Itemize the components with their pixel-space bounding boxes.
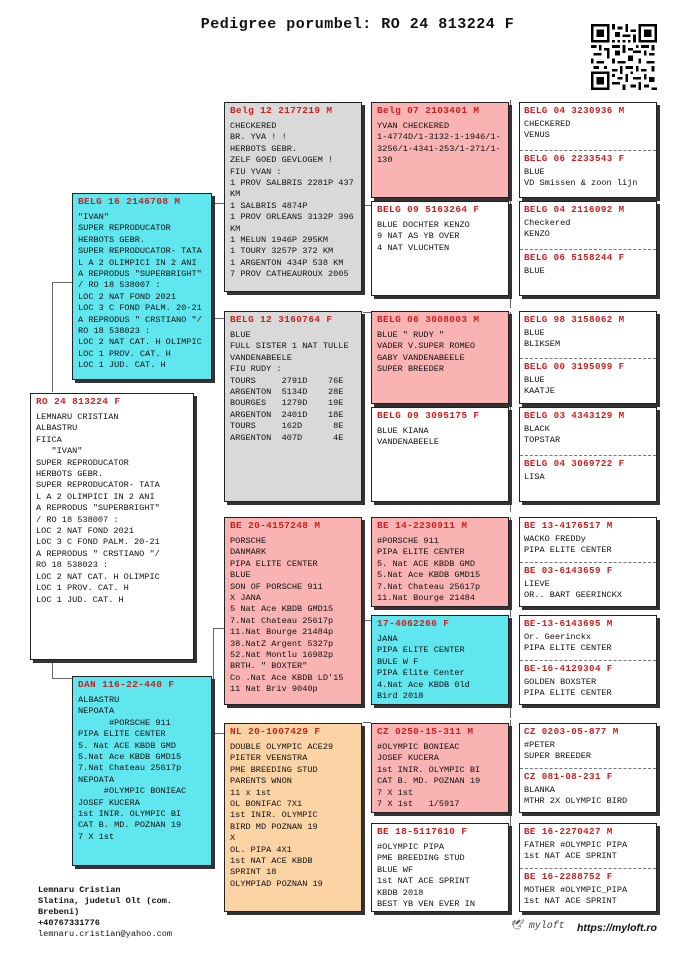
ancestor-pair xyxy=(519,517,657,607)
pigeon-notes: WACKO FREDDy PIPA ELITE CENTER xyxy=(524,534,612,556)
page-title: Pedigree porumbel: RO 24 813224 F xyxy=(200,16,515,33)
pigeon-notes: CHECKERED BR. YVA ! ! HERBOTS GEBR. ZELF GOED GEVLOGEM ! FIU YVAN : 1 PROV SALBRIS 2281P 437 KM 1 SALBRIS 4874P 1 PROV ORLEANS 3132P 396 KM 1 MELUN 1946P 295KM 1 TOURY 3257P 372 KM 1 ARGENTON 434P 538 KM 7 PROV CATHEAUROUX 2005 xyxy=(230,121,354,280)
owner-info: Lemnaru Cristian Slatina, judetul Olt (com. Brebeni) +40767331776 lemnaru.cristian@yahoo.com xyxy=(38,885,173,939)
ancestor-entry[interactable] xyxy=(520,724,656,768)
granddam-maternal-card[interactable] xyxy=(224,723,362,912)
ancestor-entry[interactable] xyxy=(520,250,656,296)
ring-number: BELG 12 3160764 F xyxy=(230,314,333,325)
myloft-logo: 🕊 myloft xyxy=(510,921,565,932)
ring-number: BE 13-4176517 M xyxy=(524,520,613,531)
ring-number: BE 03-6143659 F xyxy=(524,565,613,576)
dove-icon: 🕊 xyxy=(510,921,523,932)
grandsire-maternal-card[interactable] xyxy=(224,517,362,705)
ancestor-entry[interactable] xyxy=(520,202,656,249)
website-link[interactable]: https://myloft.ro xyxy=(577,922,657,934)
ancestor-pair xyxy=(519,311,657,404)
ring-number: CZ 081-08-231 F xyxy=(524,771,613,782)
ring-number: BELG 04 3069722 F xyxy=(524,458,625,469)
ancestor-entry[interactable] xyxy=(520,408,656,455)
ring-number: BE 18-5117610 F xyxy=(377,826,468,837)
ancestor-entry[interactable] xyxy=(520,661,656,705)
ancestor-pair xyxy=(519,407,657,502)
ring-number: RO 24 813224 F xyxy=(36,396,121,407)
pigeon-notes: BLUE VD Smissen & zoon lijn xyxy=(524,167,638,189)
ring-number: BELG 04 3230936 M xyxy=(524,105,625,116)
pigeon-notes: "IVAN" SUPER REPRODUCATOR HERBOTS GEBR. SUPER REPRODUCATOR- TATA L A 2 OLIMPICI IN 2 ANI A REPRODUS "SUPERBRIGHT" / RO 18 538007 : LOC 2 NAT FOND 2021 LOC 3 C FOND PALM. 20-21 A REPRODUS " CRSTIANO "/ RO 18 538023 : LOC 2 NAT CAT. H OLIMPIC LOC 1 PROV. CAT. H LOC 1 JUD. CAT. H xyxy=(78,212,202,371)
ancestor-card[interactable] xyxy=(371,723,509,813)
ring-number: BE 16-2288752 F xyxy=(524,871,613,882)
ancestor-entry[interactable] xyxy=(520,824,656,868)
connector-line xyxy=(363,722,371,723)
ancestor-entry[interactable] xyxy=(520,359,656,404)
connector-line xyxy=(213,203,224,204)
pigeon-notes: #OLYMPIC PIPA PME BREEDING STUD BLUE WF 1st NAT ACE SPRINT KBDB 2018 BEST YB VEN EVER IN xyxy=(377,842,475,910)
connector-line xyxy=(510,205,511,308)
pigeon-notes: ALBASTRU NEPOATA #PORSCHE 911 PIPA ELITE CENTER 5. Nat ACE KBDB GMD 5.Nat Ace KBDB GMD15 7.Nat Chateau 25617p NEPOATA #OLYMPIC BONIEAC JOSEF KUCERA 1st INIR. OLYMPIC BI CAT B. MD. POZNAN 19 7 X 1st xyxy=(78,695,187,842)
pigeon-notes: FATHER #OLYMPIC PIPA 1st NAT ACE SPRINT xyxy=(524,840,628,862)
pigeon-notes: BLUE BLIKSEM xyxy=(524,328,561,350)
connector-line xyxy=(510,822,511,912)
ring-number: BE 20-4157248 M xyxy=(230,520,321,531)
pigeon-notes: CHECKERED VENUS xyxy=(524,119,571,141)
grandsire-paternal-card[interactable] xyxy=(224,102,362,292)
connector-line xyxy=(213,628,214,733)
ancestor-card[interactable] xyxy=(371,102,509,198)
pigeon-notes: PORSCHE DANMARK PIPA ELITE CENTER BLUE SON OF PORSCHE 911 X JANA 5 Nat Ace KBDB GMD15 7.Nat Chateau 25617p 11.Nat Bourge 21484p 38.NatZ Argent 5327p 52.Nat Montlu 16982p BRTH. " BOXTER" Co .Nat Ace KBDB LD'15 11 Nat Briv 9040p xyxy=(230,536,344,695)
pigeon-notes: LIEVE OR.. BART GEERINCKX xyxy=(524,579,622,601)
pigeon-notes: #PORSCHE 911 PIPA ELITE CENTER 5. Nat ACE KBDB GMD 5.Nat Ace KBDB GMD15 7.Nat Chateau 25617p 11.Nat Bourge 21484 xyxy=(377,536,481,604)
pigeon-notes: DOUBLE OLYMPIC ACE29 PIETER VEENSTRA PME BREEDING STUD PARENTS WNON 11 x 1st OL BONIFAC 7X1 1st INIR. OLYMPIC BIRD MD POZNAN 19 X OL. PIPA 4X1 1st NAT ACE KBDB SPRINT 18 OLYMPIAD POZNAN 19 xyxy=(230,742,334,889)
connector-line xyxy=(363,620,371,621)
connector-line xyxy=(52,678,72,679)
ancestor-entry[interactable] xyxy=(520,103,656,150)
ring-number: BELG 03 4343129 M xyxy=(524,410,625,421)
dam-card[interactable] xyxy=(72,676,212,866)
ring-number: CZ 0203-05-877 M xyxy=(524,726,619,737)
sire-card[interactable] xyxy=(72,193,212,380)
pigeon-notes: BLUE xyxy=(524,266,545,276)
ancestor-entry[interactable] xyxy=(520,769,656,813)
ancestor-pair xyxy=(519,615,657,705)
ring-number: Belg 12 2177219 M xyxy=(230,105,333,116)
pigeon-notes: BLUE KIANA VANDENABEELE xyxy=(377,426,439,448)
pigeon-notes: LEMNARU CRISTIAN ALBASTRU FIICA "IVAN" SUPER REPRODUCATOR HERBOTS GEBR. SUPER REPRODUCATOR- TATA L A 2 OLIMPICI IN 2 ANI A REPRODUS "SUPERBRIGHT" / RO 18 538007 : LOC 2 NAT FOND 2021 LOC 3 C FOND PALM. 20-21 A REPRODUS " CRSTIANO "/ RO 18 538023 : LOC 2 NAT CAT. H OLIMPIC LOC 1 PROV. CAT. H LOC 1 JUD. CAT. H xyxy=(36,412,160,605)
ring-number: BELG 09 5163264 F xyxy=(377,204,480,215)
ancestor-entry[interactable] xyxy=(520,869,656,912)
subject-card[interactable] xyxy=(30,393,194,660)
ancestor-card[interactable] xyxy=(371,201,509,296)
ring-number: BELG 06 3008003 M xyxy=(377,314,480,325)
ring-number: BELG 98 3158062 M xyxy=(524,314,625,325)
granddam-paternal-card[interactable] xyxy=(224,311,362,502)
email-link[interactable]: lemnaru.cristian@yahoo.com xyxy=(38,929,173,939)
pigeon-notes: GOLDEN BOXSTER PIPA ELITE CENTER xyxy=(524,677,612,699)
ring-number: CZ 0250-15-311 M xyxy=(377,726,474,737)
ancestor-pair xyxy=(519,102,657,198)
ring-number: 17-4062266 F xyxy=(377,618,450,629)
ring-number: BE 14-2230911 M xyxy=(377,520,468,531)
ring-number: BELG 06 2233543 F xyxy=(524,153,625,164)
connector-line xyxy=(510,517,511,617)
ring-number: BE-13-6143695 M xyxy=(524,618,613,629)
ring-number: BELG 09 3095175 F xyxy=(377,410,480,421)
pigeon-notes: Or. Geerinckx PIPA ELITE CENTER xyxy=(524,632,612,654)
connector-line xyxy=(510,312,511,412)
connector-line xyxy=(213,628,224,629)
connector-line xyxy=(363,205,371,206)
ancestor-pair xyxy=(519,723,657,813)
ancestor-entry[interactable] xyxy=(520,616,656,660)
connector-line xyxy=(510,100,511,204)
ring-number: BE 16-2270427 M xyxy=(524,826,613,837)
pigeon-notes: BLUE KAATJE xyxy=(524,375,555,397)
ancestor-card[interactable] xyxy=(371,517,509,607)
connector-line xyxy=(52,282,72,283)
connector-line xyxy=(510,412,511,512)
ancestor-pair xyxy=(519,823,657,912)
pigeon-notes: BLUE DOCHTER KENZO 9 NAT AS YB OVER 4 NAT VLUCHTEN xyxy=(377,220,470,253)
ancestor-card[interactable] xyxy=(371,615,509,705)
connector-line xyxy=(213,733,224,734)
ring-number: BELG 16 2146708 M xyxy=(78,196,181,207)
ring-number: BELG 06 5158244 F xyxy=(524,252,625,263)
connector-line xyxy=(213,203,214,318)
pigeon-notes: Checkered KENZO xyxy=(524,218,571,240)
pigeon-notes: BLACK TOPSTAR xyxy=(524,424,561,446)
ancestor-entry[interactable] xyxy=(520,151,656,198)
pigeon-notes: YVAN CHECKERED 1-4774D/1-3132-1-1946/1- 3256/1-4341-253/1-271/1- 130 xyxy=(377,121,501,166)
ancestor-card[interactable] xyxy=(371,311,509,404)
pigeon-notes: BLUE " RUDY " VADER V.SUPER ROMEO GABY VANDENABEELE SUPER BREEDER xyxy=(377,330,475,375)
connector-line xyxy=(510,618,511,718)
pigeon-notes: BLUE FULL SISTER 1 NAT TULLE VANDENABEELE FIU RUDY : TOURS 2791D 76E ARGENTON 5134D 28E BOURGES 1279D 19E ARGENTON 2401D 18E TOURS 162D 8E ARGENTON 407D 4E xyxy=(230,330,349,443)
ancestor-card[interactable] xyxy=(371,407,509,502)
connector-line xyxy=(363,312,371,313)
ring-number: BELG 04 2116092 M xyxy=(524,204,625,215)
pigeon-notes: BLANKA MTHR 2X OLYMPIC BIRD xyxy=(524,785,628,807)
pigeon-notes: LISA xyxy=(524,472,545,482)
ancestor-pair xyxy=(519,201,657,296)
connector-line xyxy=(52,282,53,392)
ring-number: NL 20-1007429 F xyxy=(230,726,321,737)
ancestor-card[interactable] xyxy=(371,823,509,912)
pigeon-notes: #PETER SUPER BREEDER xyxy=(524,740,592,762)
ancestor-entry[interactable] xyxy=(520,312,656,358)
pigeon-notes: JANA PIPA ELITE CENTER BULE W F PIPA Elite Center 4.Nat Ace KBDB 0ld Bird 2018 xyxy=(377,634,470,702)
ring-number: Belg 07 2103401 M xyxy=(377,105,480,116)
ancestor-entry[interactable] xyxy=(520,518,656,562)
ring-number: BELG 00 3195099 F xyxy=(524,361,625,372)
pigeon-notes: MOTHER #OLYMPIC_PIPA 1st NAT ACE SPRINT xyxy=(524,885,628,907)
ring-number: BE-16-4129304 F xyxy=(524,663,613,674)
pigeon-notes: #OLYMPIC BONIEAC JOSEF KUCERA 1st INIR. OLYMPIC BI CAT B. MD. POZNAN 19 7 X 1st 7 X 1st 1/5917 xyxy=(377,742,481,810)
connector-line xyxy=(510,720,511,822)
connector-line xyxy=(213,318,224,319)
ring-number: DAN 116-22-440 F xyxy=(78,679,175,690)
qr-code-icon xyxy=(591,24,657,90)
connector-line xyxy=(52,660,53,678)
ancestor-entry[interactable] xyxy=(520,456,656,502)
ancestor-entry[interactable] xyxy=(520,563,656,607)
